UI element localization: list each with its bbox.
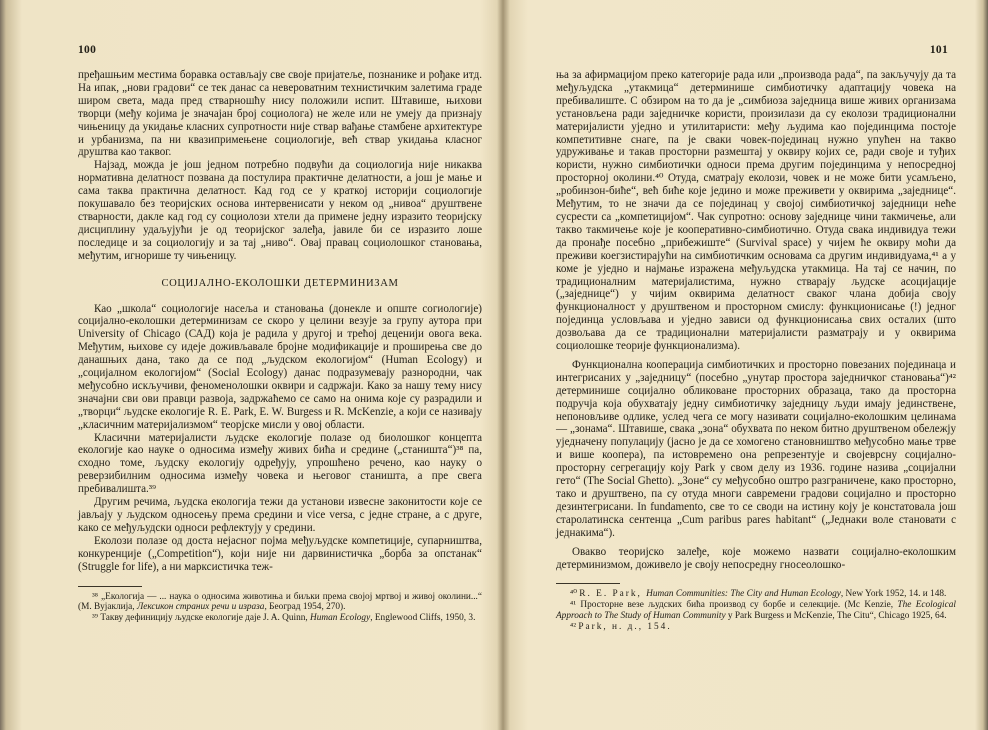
- paragraph: Функционална кооперација симбиотичких и просторно повезаних појединаца и интегрисаних у „заједницу“ (посебно „унутар простора заједничког становања“)⁴² детерминише социјално обликоване просторних образаца, тако да просторна подручја која обухватају једну симбиотичку заједницу људи имају јединствене, непоновљиве одлике, услед чега се могу називати социјално-еколошким целинама — „зонама“. Штавише, свака „зона“ обухвата по неком битно друштвеном обележју уједначену популацију (јасно је да се хомогено становништво међусобно мање трве и више коопера), па истовремено она репрезентује и својеврсну социјално-просторну сегрегацију коју Park у свом делу из 1936. године назива „социјални гето“ (The Social Ghetto). „Зоне“ су међусобно оштро разграничене, како просторно, тако и друштвено, па су отуда многи савремени градови социјално и просторно дезинтегрисани. In fundamento, све то се своди на истину коју је констатовала још старолатинска сентенца „Cum paribus pares habitant“ („Једнаки воле становати с једнакима“).: [556, 358, 956, 539]
- footnote: ⁴² Park, н. д., 154.: [570, 621, 672, 632]
- paragraph: Најзад, можда је још једном потребно подвући да социологија није никаква нормативна делатност позвана да постулира практичне делатности, а још је мање и сама таква практична делатност. Кад год се у краткој историји социологије покушавало без теоријских основа интервенисати у неком од „нивоа“ друштвене стварности, дакле кад год су социолози хтели да примене једну изразито теоријску дисциплину удаљујући је од теоријског залеђа, јавиле би се изразито лоше последице и за социологију и за тај „ниво“. Овај правац социолошког становања, међутим, игнорише ту чињеницу.: [78, 159, 482, 262]
- left-page: [22, 0, 498, 730]
- paragraph: Еколози полазе од доста нејасног појма међуљудске компетиције, супарништва, конкуренције („Competition“), који није ни дарвинистичка „борба за опстанак“ (Struggle for life), а ни марксистичка теж-: [78, 534, 482, 573]
- footnote: ³⁸ „Екологија — ... наука о односима животиња и биљки према својој мртвој и живој околини...“ (М. Вујаклија, Лексикон страних речи и израза, Београд 1954, 270).: [78, 591, 482, 613]
- footnote: ⁴¹ Просторне везе људских бића производ су борбе и селекције. (Mc Kenzie, The Ecological Approach to The Study of Human Community у Park Burgess и McKenzie, The Citu“, Chicago 1925, 64.: [556, 600, 956, 622]
- footnote: ⁴⁰ R. E. Park, Human Communities: The City and Human Ecology, New York 1952, 14. и 148.: [570, 589, 947, 600]
- footnotes: [78, 592, 482, 624]
- left-page-text: [78, 69, 482, 624]
- paragraph: пређашњим местима боравка остављају све своје пријатеље, познанике и рођаке итд. На ипак, „нови градови“ се тек данас са невероватним технистичким залетима граде широм света, мада пред стварношћу нису положили испит. Штавише, њихови творци (међу којима је значајан број социолога) не желе или не умеју да признају чињеницу да укидање класних супротности није ствар вађање стамбене архитектуре и урбанизма, па ни квазипримењене социологије, већ ствар укидања класног друштва као таквог.: [78, 69, 482, 159]
- footnote-divider: [78, 586, 142, 587]
- paragraph: Другим речима, људска екологија тежи да установи извесне законитости које се јављају у људском односењу према средини и vice versa, с једне стране, а с друге, како се међуљудски односи рефлектују у средини.: [78, 496, 482, 534]
- footnote-mark: ⁴⁰: [570, 589, 577, 600]
- right-page-text: [556, 69, 956, 633]
- footnote-divider: [556, 583, 620, 584]
- page-number: 101: [929, 44, 948, 56]
- right-page: [508, 0, 972, 730]
- footnotes: [556, 589, 956, 632]
- footnote-mark: ³⁸: [92, 591, 99, 602]
- paragraph: Као „школа“ социологије насеља и становања (донекле и опште сoгиологије) социјално-еколошки детерминизам се скоро у целини везује за групу аутора при University of Chicago (САД) која је радила у другој и трећој деценији овога века. Међутим, њихове су идеје доживљавале бројне модификације и проширења све до данашњих дана, тако да се под „људском екологијом“ (Human Ecology) и „социјалном екологијом“ (Social Ecology) данас подразумевају разнородни, чак међусобно искључиви, феноменолошки оквири и садржаји. Како за нашу тему нису значајни сви ови правци развоја, задржаћемо се само на онима које су разрадили и „творци“ људске екологије R. E. Park, E. W. Burgess и R. McKenzie, а који се називају „класичним материјализмом“ теорјске мисли у овој области.: [78, 302, 482, 431]
- paragraph: Овакво теоријско залеђе, које можемо назвати социјално-еколошким детерминизмом, доживело је своју непосредну гносеолошко-: [556, 545, 956, 571]
- paragraph: ња за афирмацијом преко категорије рада или „производа рада“, па закључују да та међуљудска „утакмица“ детерминише симбиотичку адаптацију човека на пребивалиште. С обзиром на то да је „симбиоза заједница више живих организама установљена ради заједничке користи, произилази да су еколози традиционални материјалисти уједно и утилитаристи: међу људима као појединцима постоје компетитивне снаге, па је сваки човек-појединац нужно упућен на такво удруживање и такав просторни размештај у оквиру којих се, ради своје и туђих користи, нужно симбиотички односи према другим појединцима у непосредној просторној околини.⁴⁰ Отуда, сматрају еколози, човек и не може бити усамљено, „робинзон-биће“, већ биће које једино и може преживети у оквирима „заједнице“. Међутим, то не значи да се појединац у својој симбиотичкој заједници неће сусрести са „компетицијом“. Чак супротно: основу заједнице чини такмичење, али такво такмичење које је кооперативно-симбиотично. Отуда свака индивидуа тежи да пронађе посебно „прибежиште“ (Survival space) у чијем ће оквиру моћи да преживи коегзистирајући на симбиотичким основама са другим индивидуама,⁴¹ а у коме је уједно и најмање изражена међуљудска утакмица. На тај се начин, по традиционалним материјалистима, нужно стварају људске асоцијације („заједнице“) у чијим оквирима делатност сваког члана добија своју функционалност у друштвеном и просторном смислу: функционисање (!) једног појединца условљава и уједно зависи од функционисања свих осталих (што дозвољава да се традиционални материјалисти разматрају и у оквирима социолошке теорије функционализма).: [556, 69, 956, 353]
- footnote-mark: ⁴²: [570, 621, 577, 632]
- footnote: ³⁹ Такву дефиницију људске екологије даје J. A. Quinn, Human Ecology, Englewood Cliffs, 1950, 3.: [92, 613, 476, 624]
- section-heading: СОЦИЈАЛНО-ЕКОЛОШКИ ДЕТЕРМИНИЗАМ: [161, 277, 399, 289]
- page-number: 100: [78, 44, 97, 56]
- footnote-mark: ³⁹: [92, 613, 99, 624]
- paragraph: Класични материјалисти људске екологије полазе од биолошког концепта екологије као науке о односима између живих бића и средине („станишта“)³⁸ па, сходно томе, људску екологију одређују, упрошћено речено, као науку о реверзибилним односима између човека и његовог станишта, а пре свега пребивалишта.³⁹: [78, 431, 482, 496]
- footnote-mark: ⁴¹: [570, 600, 577, 611]
